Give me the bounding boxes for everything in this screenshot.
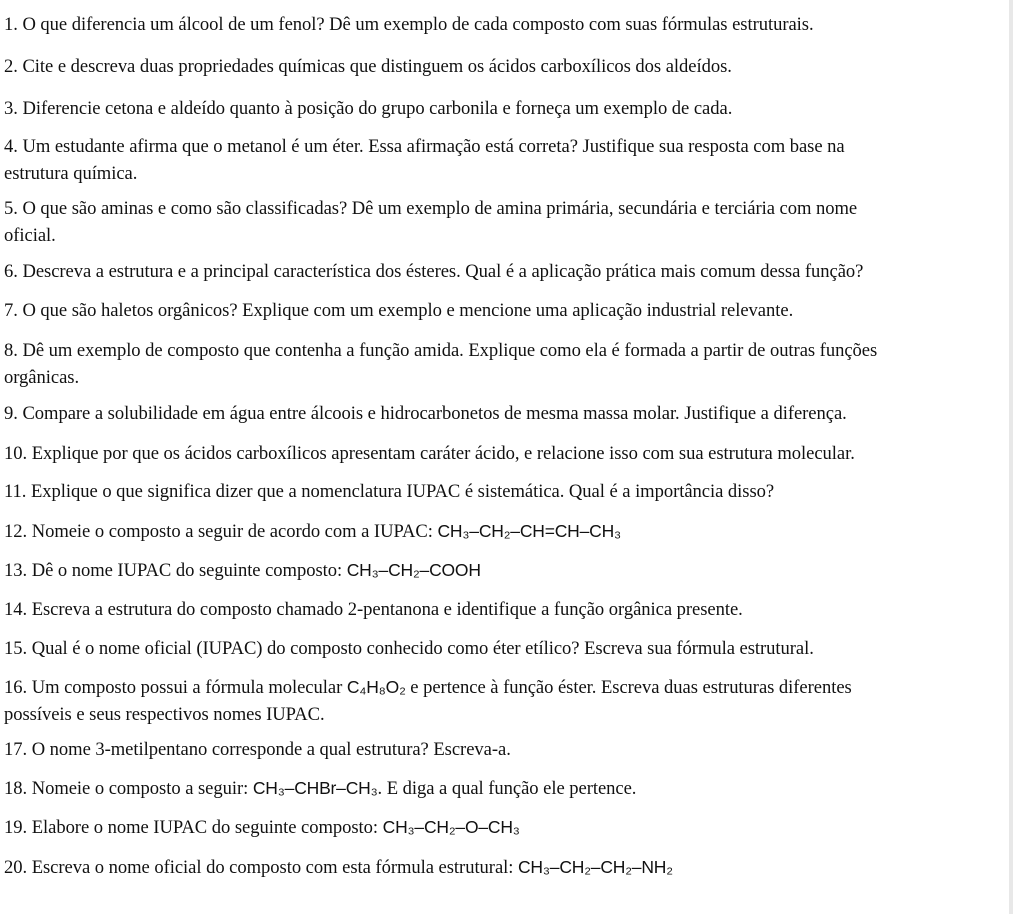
- question-19-formula: CH₃–CH₂–O–CH₃: [382, 817, 520, 837]
- question-13-text: 13. Dê o nome IUPAC do seguinte composto:: [4, 560, 347, 581]
- question-10: [4, 440, 1004, 467]
- question-14: [4, 596, 1004, 623]
- question-19-text: 19. Elabore o nome IUPAC do seguinte composto:: [4, 817, 383, 838]
- question-4-line-1: 4. Um estudante afirma que o metanol é um éter. Essa afirmação está correta? Justifique sua resposta com base na: [4, 136, 845, 157]
- question-3-line-1: 3. Diferencie cetona e aldeído quanto à posição do grupo carbonila e forneça um exemplo de cada.: [4, 98, 733, 119]
- question-12-formula: CH₃–CH₂–CH=CH–CH₃: [437, 521, 621, 541]
- question-19: [4, 814, 1004, 841]
- question-2: [4, 53, 1004, 80]
- question-20-formula: CH₃–CH₂–CH₂–NH₂: [517, 857, 673, 877]
- question-5-line-2: oficial.: [4, 225, 56, 246]
- question-5-line-1: 5. O que são aminas e como são classificadas? Dê um exemplo de amina primária, secundária e terciária com nome: [4, 198, 858, 219]
- question-16-line-2: possíveis e seus respectivos nomes IUPAC.: [4, 704, 325, 725]
- question-9: [4, 400, 1004, 427]
- question-13-formula: CH₃–CH₂–COOH: [346, 560, 481, 580]
- question-7: [4, 297, 1004, 324]
- question-2-line-1: 2. Cite e descreva duas propriedades químicas que distinguem os ácidos carboxílicos dos aldeídos.: [4, 56, 732, 77]
- question-9-line-1: 9. Compare a solubilidade em água entre álcoois e hidrocarbonetos de mesma massa molar. Justifique a diferença.: [4, 403, 847, 424]
- question-11-line-1: 11. Explique o que significa dizer que a nomenclatura IUPAC é sistemática. Qual é a importância disso?: [4, 481, 775, 502]
- question-8-line-2: orgânicas.: [4, 367, 80, 388]
- question-17: [4, 736, 1004, 763]
- question-18-text: 18. Nomeie o composto a seguir:: [4, 778, 253, 799]
- question-12: [4, 518, 1004, 545]
- question-4: [4, 133, 1004, 187]
- question-8: [4, 337, 1004, 391]
- question-12-text: 12. Nomeie o composto a seguir de acordo com a IUPAC:: [4, 521, 438, 542]
- question-11: [4, 478, 1004, 505]
- question-15: [4, 635, 1004, 662]
- question-16-text: 16. Um composto possui a fórmula molecular: [4, 677, 347, 698]
- question-1-line-1: 1. O que diferencia um álcool de um fenol? Dê um exemplo de cada composto com suas fórmulas estruturais.: [4, 14, 814, 35]
- question-5: [4, 195, 1004, 249]
- question-7-line-1: 7. O que são haletos orgânicos? Explique com um exemplo e mencione uma aplicação industrial relevante.: [4, 300, 794, 321]
- question-18: [4, 775, 1004, 802]
- question-20: [4, 854, 1004, 881]
- page-edge: [1009, 0, 1013, 914]
- question-8-line-1: 8. Dê um exemplo de composto que contenha a função amida. Explique como ela é formada a partir de outras funções: [4, 340, 878, 361]
- question-13: [4, 557, 1004, 584]
- question-14-line-1: 14. Escreva a estrutura do composto chamado 2-pentanona e identifique a função orgânica presente.: [4, 599, 743, 620]
- question-15-line-1: 15. Qual é o nome oficial (IUPAC) do composto conhecido como éter etílico? Escreva sua fórmula estrutural.: [4, 638, 814, 659]
- question-1: [4, 11, 1004, 38]
- question-4-line-2: estrutura química.: [4, 163, 138, 184]
- question-10-line-1: 10. Explique por que os ácidos carboxílicos apresentam caráter ácido, e relacione isso com sua estrutura molecular.: [4, 443, 855, 464]
- question-17-line-1: 17. O nome 3-metilpentano corresponde a qual estrutura? Escreva-a.: [4, 739, 511, 760]
- question-18-text-after: . E diga a qual função ele pertence.: [377, 778, 637, 799]
- question-16: [4, 674, 1004, 728]
- question-16-formula: C₄H₈O₂: [346, 677, 406, 697]
- question-6: [4, 258, 1004, 285]
- question-20-text: 20. Escreva o nome oficial do composto com esta fórmula estrutural:: [4, 857, 518, 878]
- question-6-line-1: 6. Descreva a estrutura e a principal característica dos ésteres. Qual é a aplicação prática mais comum dessa função?: [4, 261, 864, 282]
- question-18-formula: CH₃–CHBr–CH₃: [252, 778, 378, 798]
- question-3: [4, 95, 1004, 122]
- question-16-text-after: e pertence à função éster. Escreva duas estruturas diferentes: [405, 677, 852, 698]
